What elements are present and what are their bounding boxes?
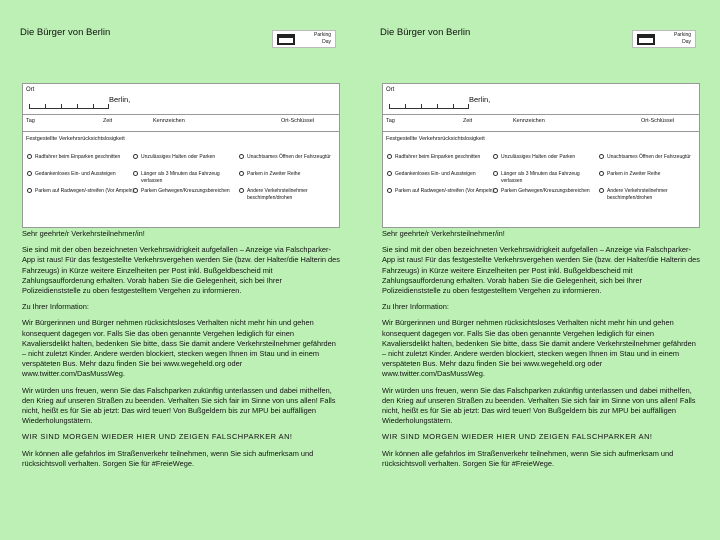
page-title: Die Bürger von Berlin	[20, 27, 111, 38]
ort-label: Ort	[386, 87, 395, 93]
date-tick-field[interactable]	[389, 102, 469, 109]
city-label: Berlin,	[469, 95, 491, 104]
section-title: Festgestellte Verkehrsrücksichtslosigkeit	[386, 136, 485, 142]
checkbox-icon[interactable]	[133, 188, 138, 193]
offense-item[interactable]: Radfahrer beim Einparken geschnitten	[395, 154, 495, 161]
tag-header: Tag	[386, 118, 395, 124]
kennzeichen-header: Kennzeichen	[513, 118, 545, 124]
checkbox-icon[interactable]	[133, 171, 138, 176]
offense-item[interactable]: Parken auf Radwegen/-streifen (Vor Ampeln)	[395, 188, 495, 195]
offense-item[interactable]: Unzulässiges Halten oder Parken	[501, 154, 601, 161]
checkbox-icon[interactable]	[239, 171, 244, 176]
checkbox-icon[interactable]	[27, 188, 32, 193]
paragraph: Sie sind mit der oben bezeichneten Verkehrswidrigkeit aufgefallen – Anzeige via Falschparker-App ist raus! Für das festgestellte Verkehrsvergehen werden Sie (bzw. der Halter/die Halterin des Fahrzeugs) in Kürze weitere Einzelheiten per Post inkl. Bußgeldbescheid mit Zahlungsaufforderung erhalten. Vorab haben Sie die Gelegenheit, sich bei Ihrer Polizeidienststelle zu oben festgestelltem Vergehen zu informieren.	[382, 245, 700, 296]
checkbox-icon[interactable]	[387, 154, 392, 159]
paragraph: Wir Bürgerinnen und Bürger nehmen rücksichtsloses Verhalten nicht mehr hin und gehen konsequent dagegen vor. Falls Sie das oben genannte Vergehen lediglich für einen Kavaliersdelikt halten, bedenken Sie bitte, dass Sie damit andere Verkehrsteilnehmer gefährden – nicht zuletzt Kinder. Andere werden blockiert, stecken wegen Ihnen im Stau und in einem verspäteten Bus. Mehr dazu finden Sie bei www.wegeheld.org oder www.twitter.com/DasMussWeg.	[382, 318, 696, 379]
offense-item[interactable]: Parken auf Radwegen/-streifen (Vor Ampeln)	[35, 188, 135, 195]
violation-form	[382, 83, 700, 228]
paragraph: Sie sind mit der oben bezeichneten Verkehrswidrigkeit aufgefallen – Anzeige via Falschparker-App ist raus! Für das festgestellte Verkehrsvergehen werden Sie (bzw. der Halter/die Halterin des Fahrzeugs) in Kürze weitere Einzelheiten per Post inkl. Bußgeldbescheid mit Zahlungsaufforderung erhalten. Vorab haben Sie die Gelegenheit, sich bei Ihrer Polizeidienststelle zu oben festgestelltem Vergehen zu informieren.	[22, 245, 340, 296]
paragraph: Wir Bürgerinnen und Bürger nehmen rücksichtsloses Verhalten nicht mehr hin und gehen konsequent dagegen vor. Falls Sie das oben genannte Vergehen lediglich für einen Kavaliersdelikt halten, bedenken Sie bitte, dass Sie damit andere Verkehrsteilnehmer gefährden – nicht zuletzt Kinder. Andere werden blockiert, stecken wegen Ihnen im Stau und in einem verspäteten Bus. Mehr dazu finden Sie bei www.wegeheld.org oder www.twitter.com/DasMussWeg.	[22, 318, 336, 379]
parking-day-logo	[272, 30, 336, 48]
offense-item[interactable]: Länger als 3 Minuten das Fahrzeug verlassen	[141, 171, 241, 184]
offense-item[interactable]: Unzulässiges Halten oder Parken	[141, 154, 241, 161]
greeting: Sehr geehrte/r Verkehrsteilnehmer/in!	[22, 229, 145, 238]
paragraph: Wir können alle gefahrlos im Straßenverkehr teilnehmen, wenn Sie sich aufmerksam und rücksichtsvoll verhalten. Sorgen Sie für #FreieWege.	[382, 448, 674, 468]
parking-day-logo-icon	[637, 34, 655, 45]
checkbox-icon[interactable]	[239, 188, 244, 193]
letter-body	[382, 229, 702, 475]
checkbox-icon[interactable]	[27, 171, 32, 176]
offense-item[interactable]: Parken Gehwegen/Kreuzungsbereichen	[141, 188, 241, 195]
tag-header: Tag	[26, 118, 35, 124]
zeit-header: Zeit	[103, 118, 113, 124]
offense-item[interactable]: Gedankenloses Ein- und Aussteigen	[395, 171, 495, 178]
paragraph-caps: WIR SIND MORGEN WIEDER HIER UND ZEIGEN FALSCHPARKER AN!	[382, 432, 653, 442]
checkbox-icon[interactable]	[493, 154, 498, 159]
zeit-header: Zeit	[463, 118, 473, 124]
offense-item[interactable]: Parken in Zweiter Reihe	[247, 171, 347, 178]
date-tick-field[interactable]	[29, 102, 109, 109]
paragraph: Wir würden uns freuen, wenn Sie das Falschparken zukünftig unterlassen und dabei mithelfen, den Krieg auf unseren Straßen zu beenden. Verhalten Sie sich fair im Sinne von uns allen! Falls nicht, heißt es für Sie ab jetzt: Das wird teuer! Von Bußgeldern bis zur MPU bei auffälligen Wiederholungstätern.	[22, 385, 336, 426]
logo-text	[655, 32, 691, 46]
checkbox-icon[interactable]	[133, 154, 138, 159]
page-title: Die Bürger von Berlin	[380, 27, 471, 38]
logo-line1: Parking	[674, 32, 691, 38]
checkbox-icon[interactable]	[27, 154, 32, 159]
logo-line2: Day	[322, 39, 331, 45]
checkbox-icon[interactable]	[493, 188, 498, 193]
paragraph: Zu Ihrer Information:	[22, 302, 89, 312]
checkbox-icon[interactable]	[387, 171, 392, 176]
offense-item[interactable]: Gedankenloses Ein- und Aussteigen	[35, 171, 135, 178]
checkbox-icon[interactable]	[599, 188, 604, 193]
paragraph-caps: WIR SIND MORGEN WIEDER HIER UND ZEIGEN FALSCHPARKER AN!	[22, 432, 293, 442]
logo-text	[295, 32, 331, 46]
greeting: Sehr geehrte/r Verkehrsteilnehmer/in!	[382, 229, 505, 238]
parking-day-logo-icon	[277, 34, 295, 45]
checkbox-icon[interactable]	[599, 171, 604, 176]
ort-schluessel-header: Ort-Schlüssel	[641, 118, 675, 124]
parking-day-logo	[632, 30, 696, 48]
logo-line2: Day	[682, 39, 691, 45]
offense-item[interactable]: Unachtsames Öffnen der Fahrzeugtür	[247, 154, 347, 161]
offense-item[interactable]: Andere Verkehrsteilnehmer beschimpfen/drohen	[247, 188, 347, 201]
ort-schluessel-header: Ort-Schlüssel	[281, 118, 315, 124]
checkbox-icon[interactable]	[493, 171, 498, 176]
offense-item[interactable]: Unachtsames Öffnen der Fahrzeugtür	[607, 154, 707, 161]
form-header-row	[23, 114, 339, 132]
ort-label: Ort	[26, 87, 35, 93]
letter-body	[22, 229, 342, 475]
violation-form	[22, 83, 340, 228]
offense-item[interactable]: Länger als 3 Minuten das Fahrzeug verlassen	[501, 171, 601, 184]
checkbox-icon[interactable]	[599, 154, 604, 159]
offense-item[interactable]: Andere Verkehrsteilnehmer beschimpfen/drohen	[607, 188, 707, 201]
offense-item[interactable]: Radfahrer beim Einparken geschnitten	[35, 154, 135, 161]
offense-item[interactable]: Parken in Zweiter Reihe	[607, 171, 707, 178]
section-title: Festgestellte Verkehrsrücksichtslosigkeit	[26, 136, 125, 142]
paragraph: Wir würden uns freuen, wenn Sie das Falschparken zukünftig unterlassen und dabei mithelfen, den Krieg auf unseren Straßen zu beenden. Verhalten Sie sich fair im Sinne von uns allen! Falls nicht, heißt es für Sie ab jetzt: Das wird teuer! Von Bußgeldern bis zur MPU bei auffälligen Wiederholungstätern.	[382, 385, 696, 426]
logo-line1: Parking	[314, 32, 331, 38]
checkbox-icon[interactable]	[387, 188, 392, 193]
flyer-page-right	[360, 0, 720, 540]
form-header-row	[383, 114, 699, 132]
offense-item[interactable]: Parken Gehwegen/Kreuzungsbereichen	[501, 188, 601, 195]
paragraph: Zu Ihrer Information:	[382, 302, 449, 312]
city-label: Berlin,	[109, 95, 131, 104]
kennzeichen-header: Kennzeichen	[153, 118, 185, 124]
paragraph: Wir können alle gefahrlos im Straßenverkehr teilnehmen, wenn Sie sich aufmerksam und rücksichtsvoll verhalten. Sorgen Sie für #FreieWege.	[22, 448, 314, 468]
checkbox-icon[interactable]	[239, 154, 244, 159]
